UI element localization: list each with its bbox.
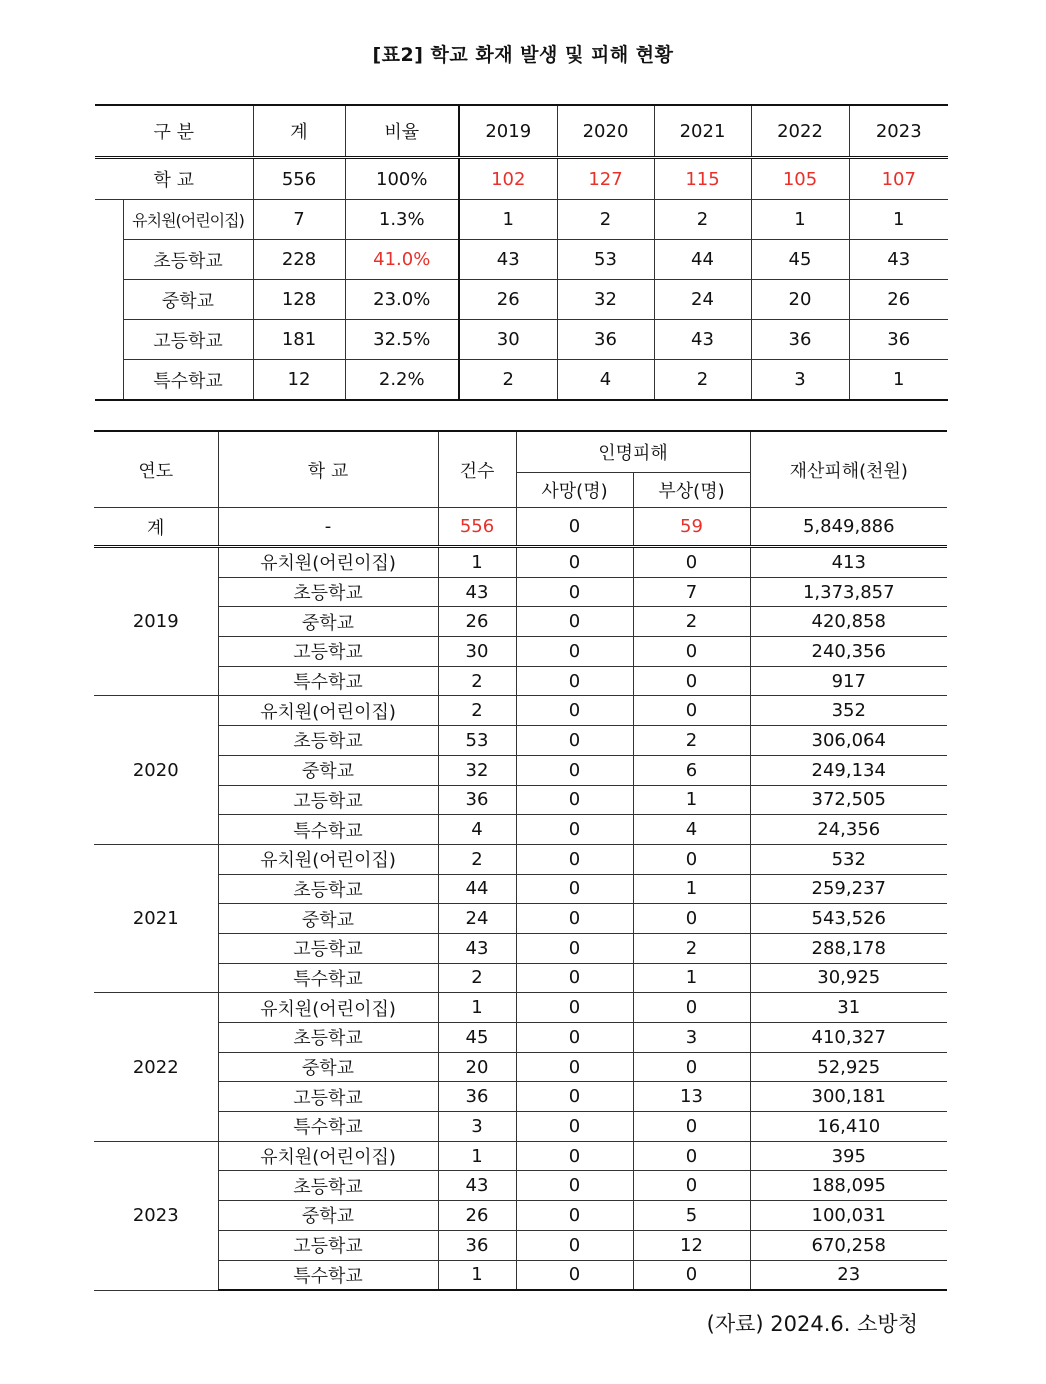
row-2023: 1	[849, 200, 948, 240]
table-row	[94, 666, 947, 696]
deaths-cell: 0	[516, 1260, 633, 1290]
cases-cell: 20	[438, 1052, 516, 1082]
row-2020: 4	[557, 360, 654, 401]
school-cell: 유치원(어린이집)	[218, 547, 438, 578]
injuries-cell: 7	[633, 577, 750, 607]
property-cell: 300,181	[750, 1082, 947, 1112]
cases-cell: 26	[438, 607, 516, 637]
header-casualty: 인명피해	[516, 431, 750, 473]
injuries-cell: 1	[633, 785, 750, 815]
cases-cell: 45	[438, 1023, 516, 1053]
school-cell: 유치원(어린이집)	[218, 1141, 438, 1171]
table-row	[94, 637, 947, 667]
table-row	[94, 547, 947, 578]
injuries-cell: 0	[633, 547, 750, 578]
injuries-cell: 6	[633, 755, 750, 785]
header-cases: 건수	[438, 431, 516, 508]
row-2021: 24	[654, 280, 751, 320]
header-category: 구 분	[95, 105, 253, 158]
row-2022: 36	[751, 320, 849, 360]
deaths-cell: 0	[516, 726, 633, 756]
summary-row	[95, 360, 948, 401]
table-row	[94, 1260, 947, 1290]
total-2019: 102	[459, 158, 557, 200]
row-count: 228	[253, 240, 345, 280]
school-cell: 특수학교	[218, 963, 438, 993]
summary-row	[95, 200, 948, 240]
cases-cell: 44	[438, 874, 516, 904]
summary-total-row	[95, 158, 948, 200]
table-row	[94, 1052, 947, 1082]
row-count: 7	[253, 200, 345, 240]
detail-total-row	[94, 508, 947, 547]
property-cell: 52,925	[750, 1052, 947, 1082]
deaths-cell: 0	[516, 785, 633, 815]
table-row	[94, 696, 947, 726]
school-cell: 유치원(어린이집)	[218, 696, 438, 726]
deaths-cell: 0	[516, 1082, 633, 1112]
header-ratio: 비율	[345, 105, 459, 158]
school-cell: 특수학교	[218, 815, 438, 845]
property-cell: 188,095	[750, 1171, 947, 1201]
row-2023: 43	[849, 240, 948, 280]
injuries-cell: 2	[633, 607, 750, 637]
table-row	[94, 904, 947, 934]
cases-cell: 1	[438, 1260, 516, 1290]
cases-cell: 36	[438, 1082, 516, 1112]
total-2023: 107	[849, 158, 948, 200]
table-row	[94, 933, 947, 963]
injuries-cell: 0	[633, 1052, 750, 1082]
property-cell: 532	[750, 844, 947, 874]
cases-cell: 4	[438, 815, 516, 845]
deaths-cell: 0	[516, 637, 633, 667]
row-count: 12	[253, 360, 345, 401]
summary-row	[95, 280, 948, 320]
header-injuries: 부상(명)	[633, 473, 750, 508]
property-cell: 395	[750, 1141, 947, 1171]
year-cell: 2021	[94, 844, 218, 992]
row-label: 초등학교	[123, 240, 253, 280]
year-cell: 2020	[94, 696, 218, 844]
deaths-cell: 0	[516, 1230, 633, 1260]
property-cell: 31	[750, 993, 947, 1023]
row-2021: 44	[654, 240, 751, 280]
total-label: 계	[94, 508, 218, 547]
deaths-cell: 0	[516, 1112, 633, 1142]
row-count: 181	[253, 320, 345, 360]
row-2021: 43	[654, 320, 751, 360]
property-cell: 24,356	[750, 815, 947, 845]
year-cell: 2019	[94, 547, 218, 696]
cases-cell: 1	[438, 547, 516, 578]
school-cell: 고등학교	[218, 1230, 438, 1260]
cases-cell: 1	[438, 1141, 516, 1171]
table-row	[94, 844, 947, 874]
table-row	[94, 726, 947, 756]
school-cell: 유치원(어린이집)	[218, 844, 438, 874]
table-row	[94, 815, 947, 845]
year-cell: 2023	[94, 1141, 218, 1290]
injuries-cell: 0	[633, 844, 750, 874]
header-year-2019: 2019	[459, 105, 557, 158]
header-total: 계	[253, 105, 345, 158]
year-cell: 2022	[94, 993, 218, 1141]
header-year-2020: 2020	[557, 105, 654, 158]
total-school: -	[218, 508, 438, 547]
row-2019: 1	[459, 200, 557, 240]
row-2021: 2	[654, 200, 751, 240]
cases-cell: 26	[438, 1201, 516, 1231]
row-label: 특수학교	[123, 360, 253, 401]
row-2022: 1	[751, 200, 849, 240]
row-label: 고등학교	[123, 320, 253, 360]
header-year: 연도	[94, 431, 218, 508]
total-2020: 127	[557, 158, 654, 200]
school-cell: 유치원(어린이집)	[218, 993, 438, 1023]
total-ratio: 100%	[345, 158, 459, 200]
row-2020: 2	[557, 200, 654, 240]
deaths-cell: 0	[516, 1052, 633, 1082]
property-cell: 670,258	[750, 1230, 947, 1260]
injuries-cell: 13	[633, 1082, 750, 1112]
property-cell: 100,031	[750, 1201, 947, 1231]
deaths-cell: 0	[516, 1141, 633, 1171]
school-cell: 중학교	[218, 1201, 438, 1231]
injuries-cell: 3	[633, 1023, 750, 1053]
deaths-cell: 0	[516, 696, 633, 726]
table-row	[94, 1230, 947, 1260]
total-deaths: 0	[516, 508, 633, 547]
property-cell: 249,134	[750, 755, 947, 785]
table-row	[94, 1171, 947, 1201]
row-ratio: 23.0%	[345, 280, 459, 320]
deaths-cell: 0	[516, 1171, 633, 1201]
school-cell: 고등학교	[218, 637, 438, 667]
property-cell: 543,526	[750, 904, 947, 934]
row-2020: 36	[557, 320, 654, 360]
table-row	[94, 1141, 947, 1171]
cases-cell: 43	[438, 933, 516, 963]
row-2019: 2	[459, 360, 557, 401]
school-cell: 초등학교	[218, 1171, 438, 1201]
row-label: 중학교	[123, 280, 253, 320]
injuries-cell: 0	[633, 1171, 750, 1201]
cases-cell: 2	[438, 844, 516, 874]
cases-cell: 32	[438, 755, 516, 785]
property-cell: 288,178	[750, 933, 947, 963]
cases-cell: 24	[438, 904, 516, 934]
detail-table	[94, 430, 947, 1291]
cases-cell: 30	[438, 637, 516, 667]
property-cell: 306,064	[750, 726, 947, 756]
injuries-cell: 4	[633, 815, 750, 845]
property-cell: 420,858	[750, 607, 947, 637]
row-2023: 1	[849, 360, 948, 401]
deaths-cell: 0	[516, 993, 633, 1023]
injuries-cell: 0	[633, 993, 750, 1023]
injuries-cell: 0	[633, 1141, 750, 1171]
row-2022: 20	[751, 280, 849, 320]
header-school: 학 교	[218, 431, 438, 508]
table-row	[94, 993, 947, 1023]
header-year-2023: 2023	[849, 105, 948, 158]
cases-cell: 36	[438, 1230, 516, 1260]
row-2023: 36	[849, 320, 948, 360]
injuries-cell: 2	[633, 933, 750, 963]
row-2019: 30	[459, 320, 557, 360]
school-cell: 중학교	[218, 904, 438, 934]
deaths-cell: 0	[516, 607, 633, 637]
deaths-cell: 0	[516, 874, 633, 904]
row-ratio: 1.3%	[345, 200, 459, 240]
property-cell: 372,505	[750, 785, 947, 815]
property-cell: 1,373,857	[750, 577, 947, 607]
deaths-cell: 0	[516, 844, 633, 874]
deaths-cell: 0	[516, 547, 633, 578]
table-row	[94, 874, 947, 904]
injuries-cell: 0	[633, 637, 750, 667]
injuries-cell: 1	[633, 874, 750, 904]
table-row	[94, 607, 947, 637]
school-cell: 초등학교	[218, 577, 438, 607]
total-2022: 105	[751, 158, 849, 200]
injuries-cell: 12	[633, 1230, 750, 1260]
school-cell: 중학교	[218, 1052, 438, 1082]
row-2020: 32	[557, 280, 654, 320]
total-label: 학 교	[95, 158, 253, 200]
cases-cell: 43	[438, 1171, 516, 1201]
document-title: [표2] 학교 화재 발생 및 피해 현황	[372, 44, 674, 66]
row-2019: 43	[459, 240, 557, 280]
cases-cell: 53	[438, 726, 516, 756]
table-row	[94, 755, 947, 785]
total-property: 5,849,886	[750, 508, 947, 547]
injuries-cell: 0	[633, 1260, 750, 1290]
property-cell: 259,237	[750, 874, 947, 904]
cases-cell: 3	[438, 1112, 516, 1142]
total-count: 556	[253, 158, 345, 200]
header-deaths: 사망(명)	[516, 473, 633, 508]
injuries-cell: 0	[633, 666, 750, 696]
property-cell: 413	[750, 547, 947, 578]
injuries-cell: 0	[633, 696, 750, 726]
injuries-cell: 2	[633, 726, 750, 756]
header-year-2022: 2022	[751, 105, 849, 158]
cases-cell: 1	[438, 993, 516, 1023]
cases-cell: 43	[438, 577, 516, 607]
property-cell: 240,356	[750, 637, 947, 667]
header-property: 재산피해(천원)	[750, 431, 947, 508]
row-ratio: 2.2%	[345, 360, 459, 401]
cases-cell: 2	[438, 666, 516, 696]
school-cell: 고등학교	[218, 933, 438, 963]
injuries-cell: 5	[633, 1201, 750, 1231]
deaths-cell: 0	[516, 666, 633, 696]
summary-row	[95, 320, 948, 360]
table-row	[94, 1112, 947, 1142]
deaths-cell: 0	[516, 755, 633, 785]
school-cell: 특수학교	[218, 1112, 438, 1142]
school-cell: 고등학교	[218, 785, 438, 815]
source-note: (자료) 2024.6. 소방청	[706, 1312, 918, 1336]
summary-row	[95, 240, 948, 280]
deaths-cell: 0	[516, 1023, 633, 1053]
table-row	[94, 577, 947, 607]
detail-header-row	[94, 431, 947, 473]
school-cell: 초등학교	[218, 1023, 438, 1053]
deaths-cell: 0	[516, 1201, 633, 1231]
total-cases: 556	[438, 508, 516, 547]
school-cell: 중학교	[218, 607, 438, 637]
school-cell: 중학교	[218, 755, 438, 785]
injuries-cell: 0	[633, 904, 750, 934]
property-cell: 16,410	[750, 1112, 947, 1142]
table-row	[94, 1082, 947, 1112]
injuries-cell: 0	[633, 1112, 750, 1142]
row-label: 유치원(어린이집)	[123, 200, 253, 240]
school-cell: 초등학교	[218, 874, 438, 904]
table-row	[94, 785, 947, 815]
property-cell: 917	[750, 666, 947, 696]
property-cell: 30,925	[750, 963, 947, 993]
header-year-2021: 2021	[654, 105, 751, 158]
summary-table	[95, 104, 948, 401]
deaths-cell: 0	[516, 577, 633, 607]
table-row	[94, 963, 947, 993]
row-2021: 2	[654, 360, 751, 401]
row-count: 128	[253, 280, 345, 320]
row-2023: 26	[849, 280, 948, 320]
school-cell: 특수학교	[218, 666, 438, 696]
property-cell: 352	[750, 696, 947, 726]
row-ratio: 41.0%	[345, 240, 459, 280]
school-cell: 특수학교	[218, 1260, 438, 1290]
cases-cell: 2	[438, 696, 516, 726]
injuries-cell: 1	[633, 963, 750, 993]
school-cell: 고등학교	[218, 1082, 438, 1112]
row-2022: 45	[751, 240, 849, 280]
deaths-cell: 0	[516, 933, 633, 963]
summary-header-row	[95, 105, 948, 158]
deaths-cell: 0	[516, 904, 633, 934]
cases-cell: 36	[438, 785, 516, 815]
row-2022: 3	[751, 360, 849, 401]
row-2020: 53	[557, 240, 654, 280]
total-2021: 115	[654, 158, 751, 200]
total-injuries: 59	[633, 508, 750, 547]
table-row	[94, 1201, 947, 1231]
row-2019: 26	[459, 280, 557, 320]
table-row	[94, 1023, 947, 1053]
school-cell: 초등학교	[218, 726, 438, 756]
property-cell: 410,327	[750, 1023, 947, 1053]
property-cell: 23	[750, 1260, 947, 1290]
deaths-cell: 0	[516, 963, 633, 993]
row-ratio: 32.5%	[345, 320, 459, 360]
deaths-cell: 0	[516, 815, 633, 845]
cases-cell: 2	[438, 963, 516, 993]
